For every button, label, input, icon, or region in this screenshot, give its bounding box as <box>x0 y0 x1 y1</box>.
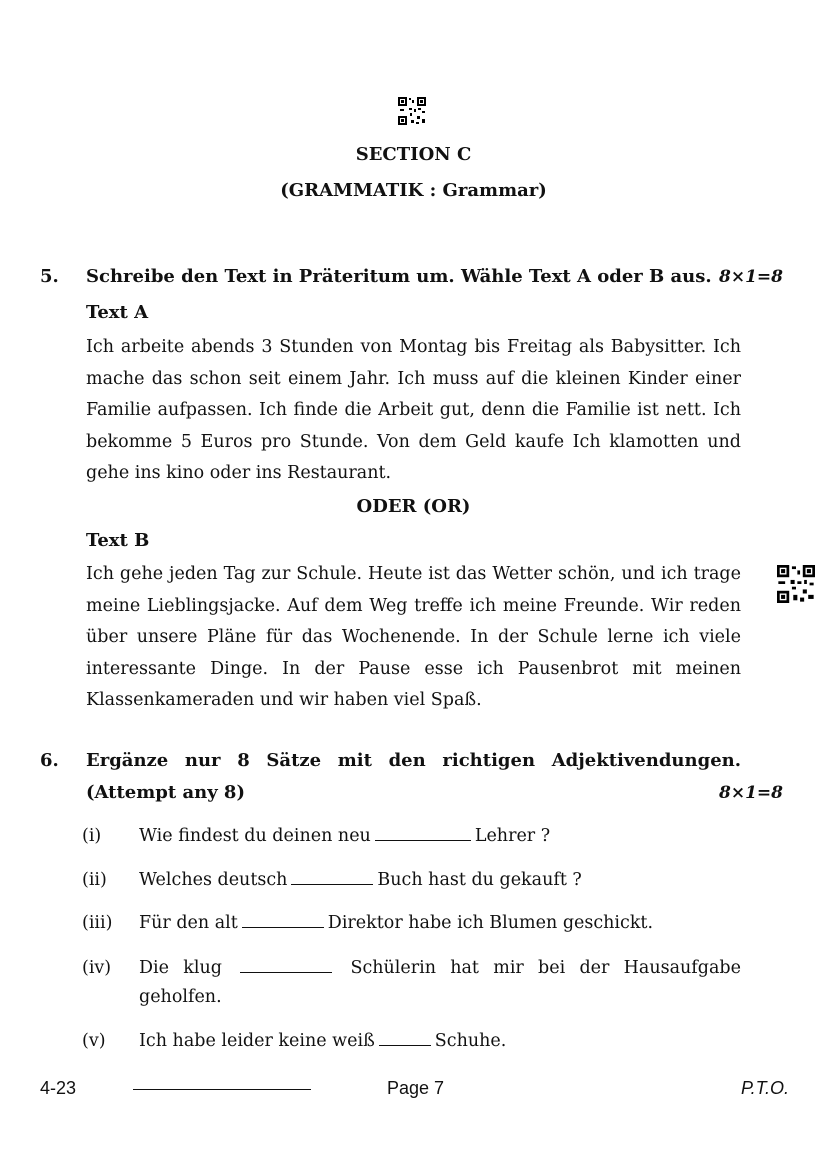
page-number: Page 7 <box>387 1078 445 1098</box>
item-number: (i) <box>82 826 102 846</box>
list-item <box>139 866 741 895</box>
list-item <box>139 954 741 1012</box>
answer-blank[interactable] <box>242 926 324 928</box>
text-a-body: Ich arbeite abends 3 Stunden von Montag bis Freitag als Babysitter. Ich mache das schon seit einem Jahr. Ich muss auf die kleinen Kinder einer Familie aufpassen. Ich finde die Arbeit gut, denn die Familie ist nett. Ich bekomme 5 Euros pro Stunde. Von dem Geld kaufe Ich klamotten und gehe ins kino oder ins Restaurant. <box>86 337 741 483</box>
list-item <box>139 1027 741 1056</box>
item-text-after: Lehrer ? <box>474 826 551 846</box>
list-item <box>139 909 741 938</box>
or-label: ODER (OR) <box>356 496 471 517</box>
question-number: 6. <box>40 750 59 771</box>
list-item <box>139 822 741 851</box>
qr-code-icon <box>398 97 426 125</box>
item-text-after: Buch hast du gekauft ? <box>377 870 582 890</box>
pto-label: P.T.O. <box>740 1078 789 1098</box>
answer-blank[interactable] <box>379 1044 431 1046</box>
question-instruction: Schreibe den Text in Präteritum um. Wähle Text A oder B aus. <box>86 266 712 287</box>
item-text-after: Direktor habe ich Blumen geschickt. <box>327 913 654 933</box>
text-b-label: Text B <box>86 530 150 551</box>
answer-blank[interactable] <box>375 839 471 841</box>
item-number: (ii) <box>82 870 107 890</box>
item-text-after: Schuhe. <box>434 1031 507 1051</box>
paper-code: 4-23 <box>40 1078 77 1098</box>
item-text-before: Für den alt <box>139 913 238 933</box>
answer-blank[interactable] <box>291 883 373 885</box>
question-instruction: Ergänze nur 8 Sätze mit den richtigen Adjektivendungen. <box>86 750 741 771</box>
item-text-before: Wie findest du deinen neu <box>139 826 371 846</box>
item-text-before: Die klug <box>139 958 222 978</box>
footer-rule <box>133 1089 311 1090</box>
answer-blank[interactable] <box>240 971 332 973</box>
text-b-body: Ich gehe jeden Tag zur Schule. Heute ist das Wetter schön, und ich trage meine Lieblingsjacke. Auf dem Weg treffe ich meine Freunde. Wir reden über unsere Pläne für das Wochenende. In der Schule lerne ich viele interessante Dinge. In der Pause esse ich Pausenbrot mit meinen Klassenkameraden und wir haben viel Spaß. <box>86 564 741 710</box>
section-subtitle: (GRAMMATIK : Grammar) <box>280 180 547 201</box>
qr-code-icon <box>777 565 815 603</box>
marks-label: 8×1=8 <box>719 783 783 803</box>
item-text-before: Welches deutsch <box>139 870 288 890</box>
item-number: (iv) <box>82 958 112 978</box>
item-number: (v) <box>82 1031 106 1051</box>
item-text-before: Ich habe leider keine weiß <box>139 1031 375 1051</box>
text-a-label: Text A <box>86 302 149 323</box>
item-number: (iii) <box>82 913 113 933</box>
item-text-after: Schülerin hat mir bei der Hausaufgabe geholfen. <box>139 958 741 1007</box>
section-title: SECTION C <box>355 144 472 165</box>
attempt-note: (Attempt any 8) <box>86 782 245 803</box>
marks-label: 8×1=8 <box>719 267 783 287</box>
question-number: 5. <box>40 266 59 287</box>
